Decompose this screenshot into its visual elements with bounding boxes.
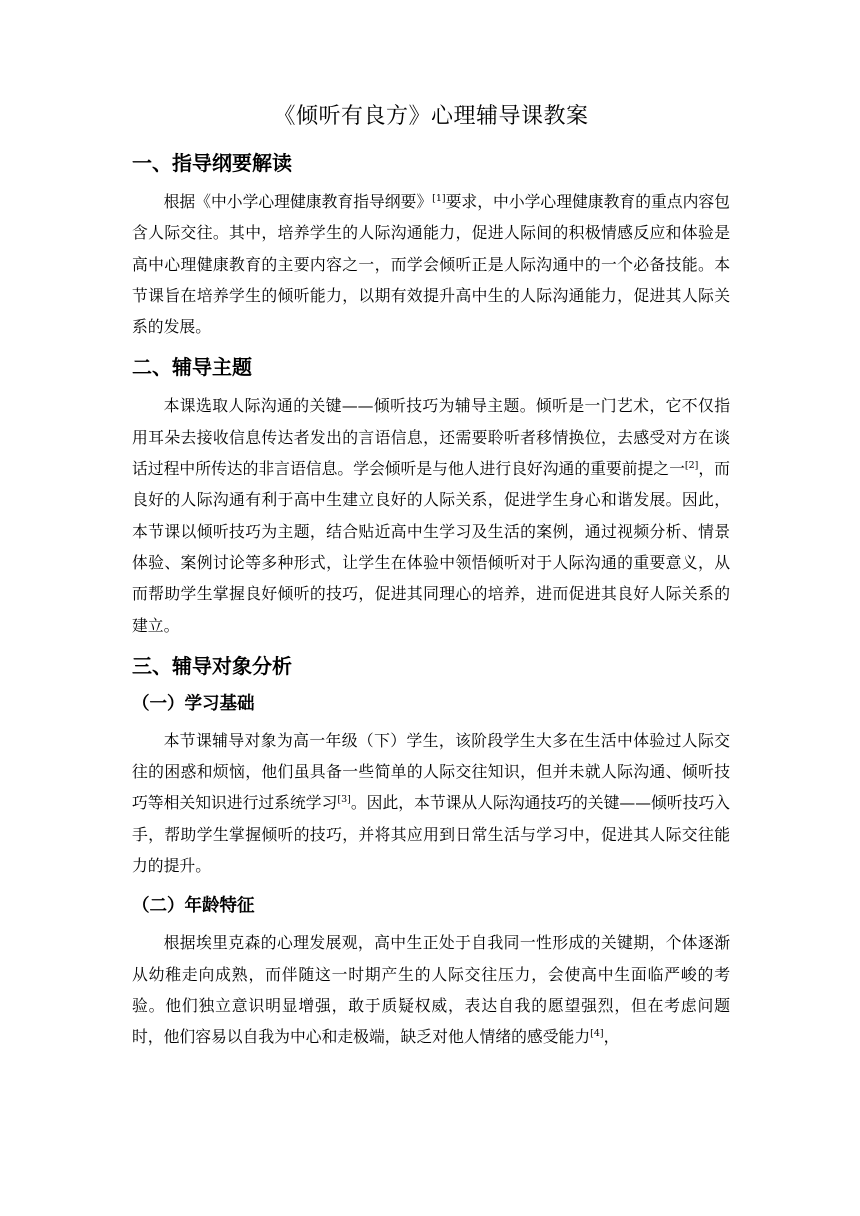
body-paragraph xyxy=(132,725,730,881)
paragraph-text: 根据《中小学心理健康教育指导纲要》 xyxy=(163,192,433,211)
paragraph-text: 本课选取人际沟通的关键——倾听技巧为辅导主题。倾听是一门艺术，它不仅指用耳朵去接收信息传达者发出的言语信息，还需要聆听者移情换位，去感受对方在谈话过程中所传达的非言语信息。学会倾听是与他人进行良好沟通的重要前提之一 xyxy=(132,396,730,479)
paragraph-text: 本节课辅导对象为高一年级（下）学生，该阶段学生大多在生活中体验过人际交往的困惑和烦恼，他们虽具备一些简单的人际交往知识，但并未就人际沟通、倾听技巧等相关知识进行过系统学习 xyxy=(132,730,730,813)
paragraph-text: ，而良好的人际沟通有利于高中生建立良好的人际关系，促进学生身心和谐发展。因此，本节课以倾听技巧为主题，结合贴近高中生学习及生活的案例，通过视频分析、情景体验、案例讨论等多种形式，让学生在体验中领悟倾听对于人际沟通的重要意义，从而帮助学生掌握良好倾听的技巧，促进其同理心的培养，进而促进其良好人际关系的建立。 xyxy=(132,459,730,635)
section-heading-guidance: 一、指导纲要解读 xyxy=(132,151,292,175)
body-paragraph xyxy=(132,390,730,640)
subsection-heading-age-traits: （二）年龄特征 xyxy=(132,896,255,917)
citation-ref: [1] xyxy=(432,193,446,204)
citation-ref: [3] xyxy=(337,794,351,806)
paragraph-text: 要求，中小学心理健康教育的重点内容包含人际交往。其中，培养学生的人际沟通能力，促进人际间的积极情感反应和体验是高中心理健康教育的主要内容之一，而学会倾听正是人际沟通中的一个必备技能。本节课旨在培养学生的倾听能力，以期有效提升高中生的人际沟通能力，促进其人际关系的发展。 xyxy=(132,192,730,337)
paragraph-text: ， xyxy=(603,1027,620,1047)
citation-ref: [4] xyxy=(590,1028,604,1040)
body-paragraph xyxy=(132,927,730,1052)
section-heading-theme: 二、辅导主题 xyxy=(132,355,252,380)
section-heading-audience: 三、辅导对象分析 xyxy=(132,653,292,678)
body-paragraph xyxy=(132,186,730,342)
paragraph-text: 根据埃里克森的心理发展观，高中生正处于自我同一性形成的关键期，个体逐渐从幼稚走向成熟，而伴随这一时期产生的人际交往压力，会使高中生面临严峻的考验。他们独立意识明显增强，敢于质疑权威，表达自我的愿望强烈，但在考虑问题时，他们容易以自我为中心和走极端，缺乏对他人情绪的感受能力 xyxy=(132,933,730,1047)
subsection-heading-learning-basis: （一）学习基础 xyxy=(132,693,255,714)
document-title: 《倾听有良方》心理辅导课教案 xyxy=(273,104,589,129)
paragraph-text: 。因此，本节课从人际沟通技巧的关键——倾听技巧入手，帮助学生掌握倾听的技巧，并将其应用到日常生活与学习中，促进其人际交往能力的提升。 xyxy=(132,793,730,876)
document-body xyxy=(132,100,730,1063)
citation-ref: [2] xyxy=(684,460,699,472)
